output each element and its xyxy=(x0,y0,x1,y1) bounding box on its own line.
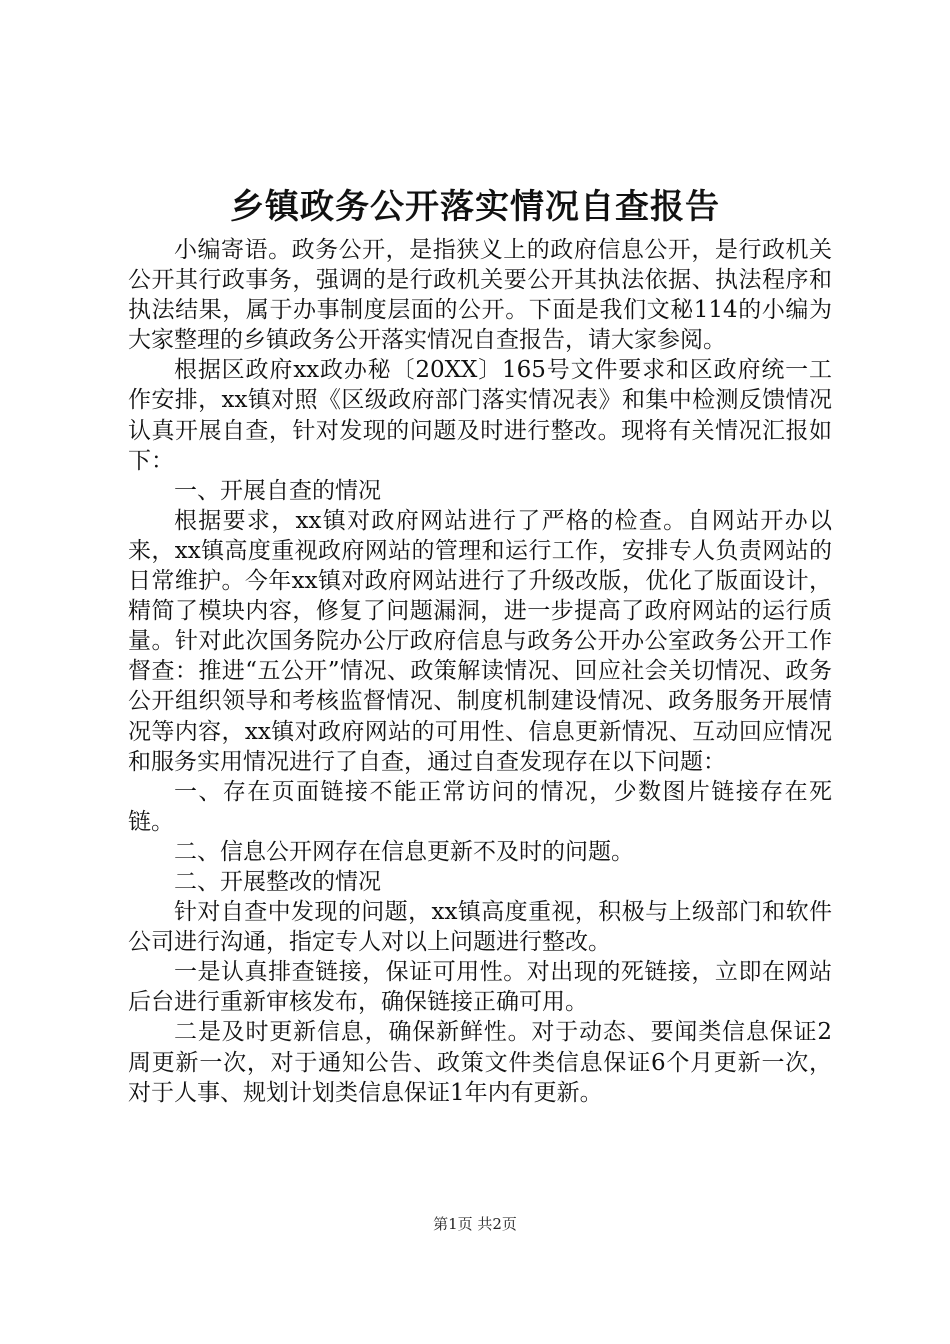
paragraph-issue-2: 二、信息公开网存在信息更新不及时的问题。 xyxy=(174,838,634,865)
paragraph-intro: 小编寄语。政务公开，是指狭义上的政府信息公开，是行政机关公开其行政事务，强调的是行政机关要公开其执法依据、执法程序和执法结果，属于办事制度层面的公开。下面是我们文秘114的小编为大家整理的乡镇政务公开落实情况自查报告，请大家参阅。 xyxy=(128,237,832,354)
paragraph-measure-2: 二是及时更新信息，确保新鲜性。对于动态、要闻类信息保证2周更新一次，对于通知公告、政策文件类信息保证6个月更新一次，对于人事、规划计划类信息保证1年内有更新。 xyxy=(128,1019,832,1106)
section-heading-self-check: 一、开展自查的情况 xyxy=(174,477,381,504)
page-number-footer: 第1页 共2页 xyxy=(433,1215,517,1233)
section-heading-rectification: 二、开展整改的情况 xyxy=(174,868,381,895)
paragraph-basis: 根据区政府xx政办秘〔20XX〕165号文件要求和区政府统一工作安排，xx镇对照《区级政府部门落实情况表》和集中检测反馈情况认真开展自查，针对发现的问题及时进行整改。现将有关情况汇报如下： xyxy=(128,357,832,474)
document-body xyxy=(128,235,832,1108)
document-title: 乡镇政务公开落实情况自查报告 xyxy=(230,187,720,227)
paragraph-measure-1: 一是认真排查链接，保证可用性。对出现的死链接，立即在网站后台进行重新审核发布，确保链接正确可用。 xyxy=(128,959,832,1016)
paragraph-self-check: 根据要求，xx镇对政府网站进行了严格的检查。自网站开办以来，xx镇高度重视政府网站的管理和运行工作，安排专人负责网站的日常维护。今年xx镇对政府网站进行了升级改版，优化了版面设计，精简了模块内容，修复了问题漏洞，进一步提高了政府网站的运行质量。针对此次国务院办公厅政府信息与政务公开办公室政务公开工作督查：推进“五公开”情况、政策解读情况、回应社会关切情况、政务公开组织领导和考核监督情况、制度机制建设情况、政务服务开展情况等内容，xx镇对政府网站的可用性、信息更新情况、互动回应情况和服务实用情况进行了自查，通过自查发现存在以下问题： xyxy=(128,507,832,775)
paragraph-issue-1: 一、存在页面链接不能正常访问的情况，少数图片链接存在死链。 xyxy=(128,778,832,835)
paragraph-rectification: 针对自查中发现的问题，xx镇高度重视，积极与上级部门和软件公司进行沟通，指定专人对以上问题进行整改。 xyxy=(128,899,832,956)
